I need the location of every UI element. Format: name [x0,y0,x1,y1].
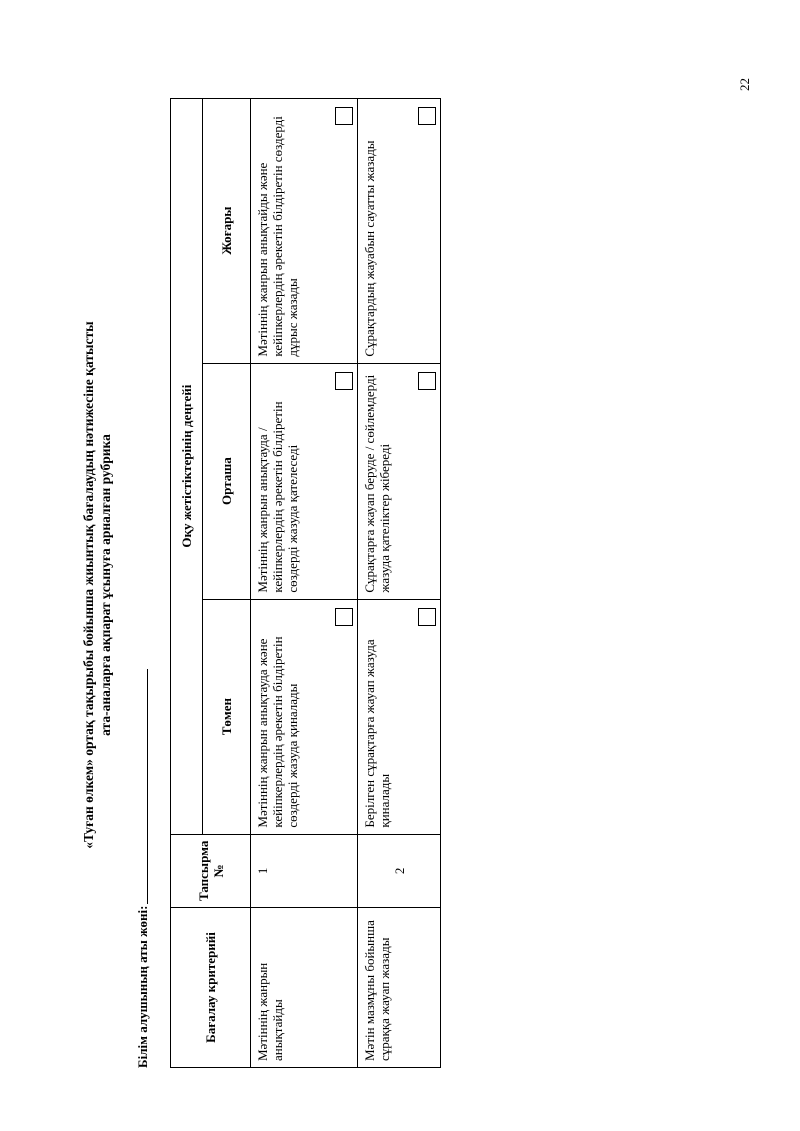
student-name-label: Білім алушының аты жөні: [135,905,150,1068]
task-number-cell: 1 [251,834,358,907]
level-mid-cell [358,363,441,599]
level-low-cell [251,599,358,834]
table-row [358,98,441,1067]
header-task-number: Тапсырма № [171,834,251,907]
level-low-cell [358,599,441,834]
level-low-checkbox[interactable] [335,608,353,626]
level-high-checkbox[interactable] [418,107,436,125]
level-low-text: Мәтіннің жанрын анықтауда және кейіпкерлердің әрекетін білдіретін сөздерді жазуда қиналады [255,636,300,828]
level-high-text: Сұрақтардың жауабын сауатты жазады [362,140,377,357]
header-level-low: Төмен [203,599,251,834]
task-number-cell: 2 [358,834,441,907]
level-high-checkbox[interactable] [335,107,353,125]
header-criteria: Бағалау критерийі [171,908,251,1068]
document-frame [80,85,460,1085]
criterion-cell: Мәтін мазмұны бойынша сұраққа жауап жазады [358,908,441,1068]
criterion-cell: Мәтіннің жанрын анықтайды [251,908,358,1068]
title-line-2: ата-аналарға ақпарат ұсынуға арналған рубрика [98,434,113,736]
level-high-cell [251,98,358,363]
title-line-1: «Туған өлкем» ортақ тақырыбы бойынша жиынтық бағалаудың нәтижесіне қатысты [81,321,96,849]
level-high-cell [358,98,441,363]
header-achievement-levels: Оқу жетістіктерінің деңгейі [171,98,203,834]
rubric-table [170,98,441,1068]
level-mid-checkbox[interactable] [335,372,353,390]
header-level-mid: Орташа [203,363,251,599]
level-mid-text: Мәтіннің жанрын анықтауда / кейіпкерлердің әрекетін білдіретін сөздерді жазуда қателеседі [255,401,300,593]
student-name-row [135,669,151,1068]
level-mid-text: Сұрақтарға жауап беруде / сөйлемдерді жазуда қателіктер жібереді [362,374,392,593]
level-low-text: Берілген сұрақтарға жауап жазуда қиналады [362,639,392,828]
student-name-line[interactable] [146,669,148,904]
level-mid-checkbox[interactable] [418,372,436,390]
level-low-checkbox[interactable] [418,608,436,626]
level-mid-cell [251,363,358,599]
document-title [80,85,114,1085]
header-level-high: Жоғары [203,98,251,363]
level-high-text: Мәтіннің жанрын анықтайды және кейіпкерлердің әрекетін білдіретін сөздерді дұрыс жазады [255,116,300,357]
table-row [251,98,358,1067]
page-number: 22 [737,78,752,91]
